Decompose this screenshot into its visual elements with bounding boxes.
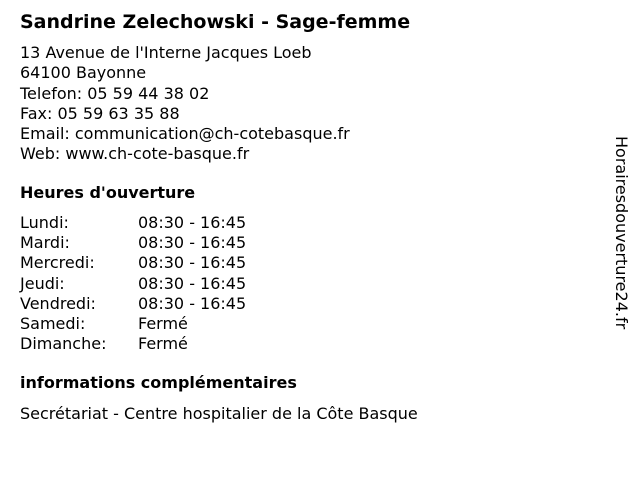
phone-number: Telefon: 05 59 44 38 02 (20, 83, 210, 103)
hours-row-monday (20, 213, 280, 233)
hours-row-tuesday (20, 233, 280, 253)
hours-row-wednesday (20, 253, 280, 273)
day-label: Mercredi: (20, 253, 95, 273)
street-address: 13 Avenue de l'Interne Jacques Loeb (20, 43, 312, 62)
contact-block (20, 43, 350, 165)
hours-row-saturday (20, 314, 280, 334)
watermark-text: Horairesdouverture24.fr (612, 136, 631, 330)
hours-table (20, 213, 280, 354)
info-text: Secrétariat - Centre hospitalier de la Côte Basque (20, 404, 418, 423)
time-value: 08:30 - 16:45 (138, 273, 247, 293)
day-label: Dimanche: (20, 334, 107, 354)
info-heading: informations complémentaires (20, 373, 297, 392)
time-value: 08:30 - 16:45 (138, 293, 247, 313)
day-label: Jeudi: (20, 273, 65, 293)
hours-row-thursday (20, 274, 280, 294)
day-label: Mardi: (20, 233, 70, 253)
time-value: Fermé (138, 313, 188, 333)
email-address: Email: communication@ch-cotebasque.fr (20, 124, 350, 144)
fax-number: Fax: 05 59 63 35 88 (20, 103, 180, 123)
city-address: 64100 Bayonne (20, 63, 147, 83)
page-title: Sandrine Zelechowski - Sage-femme (20, 11, 411, 33)
time-value: 08:30 - 16:45 (138, 213, 247, 232)
time-value: 08:30 - 16:45 (138, 233, 247, 253)
day-label: Vendredi: (20, 293, 96, 313)
website: Web: www.ch-cote-basque.fr (20, 144, 250, 164)
hours-row-sunday (20, 334, 280, 354)
time-value: Fermé (138, 334, 188, 354)
hours-row-friday (20, 294, 280, 314)
time-value: 08:30 - 16:45 (138, 253, 247, 273)
hours-heading: Heures d'ouverture (20, 183, 196, 202)
day-label: Samedi: (20, 313, 86, 333)
day-label: Lundi: (20, 213, 69, 232)
